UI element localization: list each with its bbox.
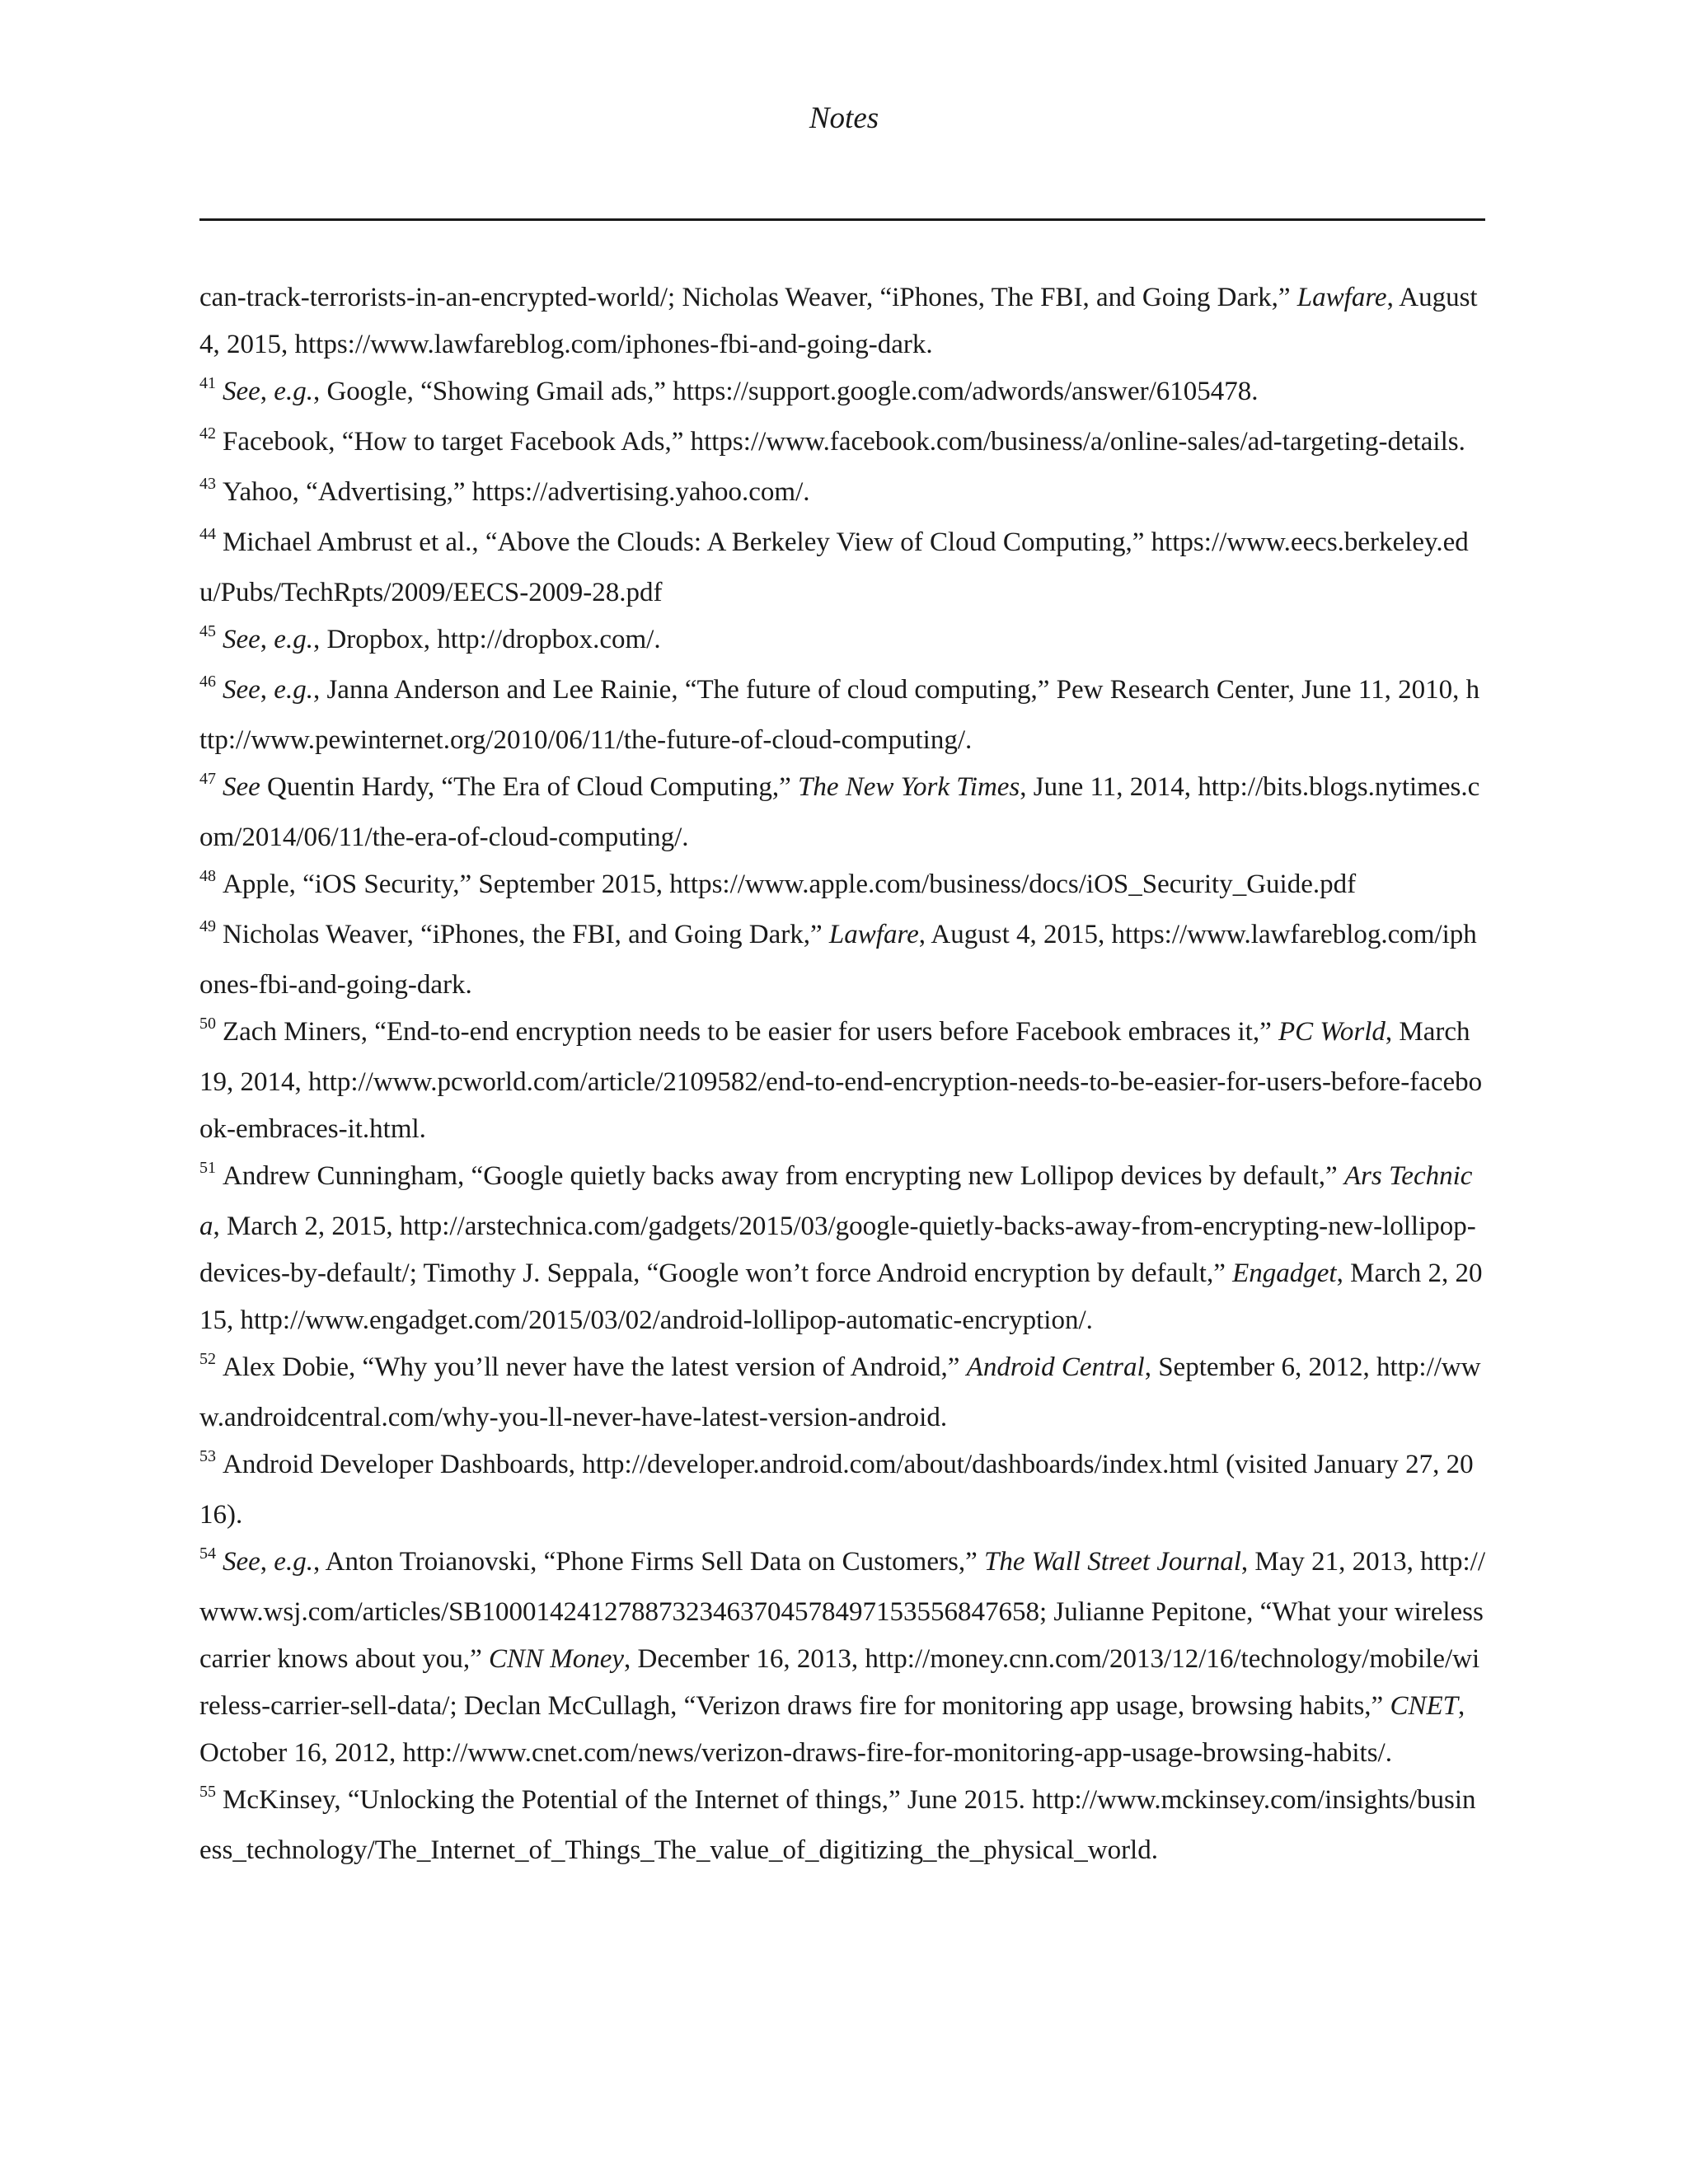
footnote-number: 52 — [199, 1350, 216, 1368]
footnote-text: , August 4, 2015, https://www.lawfareblog.com/iphones-fbi-and-going-dark. — [199, 283, 1478, 359]
note-49 — [199, 912, 1485, 1009]
footnote-number: 45 — [199, 622, 216, 640]
footnote-italic-text: e.g. — [274, 377, 313, 406]
footnote-text: , May 21, 2013, http://www.wsj.com/articles/SB10001424127887323463704578497153556847658; Julianne Pepitone, “What your wireless carrier knows about you,” — [199, 1547, 1486, 1674]
footnote-italic-text: Lawfare — [1296, 283, 1387, 312]
note-54 — [199, 1539, 1485, 1777]
note-51 — [199, 1153, 1485, 1344]
footnote-number: 44 — [199, 525, 216, 543]
footnote-text: Quentin Hardy, “The Era of Cloud Computing,” — [260, 772, 799, 802]
note-46 — [199, 667, 1485, 764]
footnote-text: Android Developer Dashboards, http://developer.android.com/about/dashboards/index.html (visited January 27, 2016). — [199, 1450, 1474, 1530]
footnote-text: Facebook, “How to target Facebook Ads,” https://www.facebook.com/business/a/online-sales/ad-targeting-details. — [223, 427, 1465, 457]
footnote-number: 41 — [199, 374, 216, 392]
footnote-text: , Anton Troianovski, “Phone Firms Sell Data on Customers,” — [312, 1547, 984, 1577]
footnote-text: , Google, “Showing Gmail ads,” https://support.google.com/adwords/answer/6105478. — [312, 377, 1259, 406]
footnote-text: Michael Ambrust et al., “Above the Clouds: A Berkeley View of Cloud Computing,” https://www.eecs.berkeley.edu/Pubs/TechRpts/2009/EECS-2009-28.pdf — [199, 527, 1469, 607]
footnote-text: Alex Dobie, “Why you’ll never have the latest version of Android,” — [223, 1352, 967, 1382]
footnote-italic-text: See — [223, 377, 260, 406]
page-header: Notes — [809, 101, 879, 135]
footnote-number: 55 — [199, 1783, 216, 1801]
footnote-text: McKinsey, “Unlocking the Potential of the Internet of things,” June 2015. http://www.mckinsey.com/insights/business_technology/The_Internet_of_Things_The_value_of_digitizing_the_physical_world. — [199, 1785, 1476, 1865]
footnote-text: , March 2, 2015, http://www.engadget.com/2015/03/02/android-lollipop-automatic-encryption/. — [199, 1258, 1483, 1335]
notes-list — [199, 274, 1485, 1874]
footnote-italic-text: Engadget — [1232, 1258, 1337, 1288]
footnote-text: Nicholas Weaver, “iPhones, the FBI, and Going Dark,” — [223, 920, 829, 949]
footnote-text: , September 6, 2012, http://www.androidcentral.com/why-you-ll-never-have-latest-version-android. — [199, 1352, 1481, 1432]
footnote-italic-text: Lawfare — [828, 920, 919, 949]
footnote-text: , — [260, 377, 274, 406]
footnote-number: 53 — [199, 1447, 216, 1465]
footnote-number: 42 — [199, 424, 216, 443]
footnote-italic-text: Ars Technica — [199, 1161, 1473, 1241]
footnote-italic-text: See — [223, 625, 260, 654]
footnote-italic-text: The Wall Street Journal — [983, 1547, 1241, 1577]
note-43 — [199, 469, 1485, 519]
footnote-text: , October 16, 2012, http://www.cnet.com/news/verizon-draws-fire-for-monitoring-app-usage-browsing-habits/. — [199, 1691, 1465, 1768]
footnote-number: 54 — [199, 1544, 216, 1563]
footnote-text: , Dropbox, http://dropbox.com/. — [312, 625, 661, 654]
footnote-italic-text: See — [223, 772, 260, 802]
footnote-text: Apple, “iOS Security,” September 2015, https://www.apple.com/business/docs/iOS_Security_Guide.pdf — [223, 869, 1357, 899]
footnote-number: 49 — [199, 917, 216, 935]
footnote-text: , August 4, 2015, https://www.lawfareblog.com/iphones-fbi-and-going-dark. — [199, 920, 1477, 1000]
note-44 — [199, 519, 1485, 616]
note-55 — [199, 1777, 1485, 1874]
footnote-text: can-track-terrorists-in-an-encrypted-world/; Nicholas Weaver, “iPhones, The FBI, and Going Dark,” — [199, 283, 1297, 312]
footnote-text: Yahoo, “Advertising,” https://advertising.yahoo.com/. — [223, 477, 810, 507]
footnote-text: , — [260, 1547, 274, 1577]
footnote-text: , June 11, 2014, http://bits.blogs.nytimes.com/2014/06/11/the-era-of-cloud-computing/. — [199, 772, 1480, 852]
footnote-italic-text: See — [223, 1547, 260, 1577]
footnote-text: Zach Miners, “End-to-end encryption needs to be easier for users before Facebook embraces it,” — [223, 1017, 1278, 1047]
footnote-number: 43 — [199, 475, 216, 493]
footnote-text: , March 19, 2014, http://www.pcworld.com/article/2109582/end-to-end-encryption-needs-to-be-easier-for-users-before-facebook-embraces-it.html. — [199, 1017, 1483, 1144]
footnote-italic-text: e.g. — [274, 1547, 313, 1577]
note-41 — [199, 368, 1485, 419]
footnote-text: , — [260, 675, 274, 705]
note-48 — [199, 861, 1485, 912]
footnote-italic-text: e.g. — [274, 675, 313, 705]
footnote-text: , March 2, 2015, http://arstechnica.com/gadgets/2015/03/google-quietly-backs-away-from-encrypting-new-lollipop-devices-by-default/; Timothy J. Seppala, “Google won’t force Android encryption by default,” — [199, 1212, 1476, 1288]
note-50 — [199, 1009, 1485, 1153]
footnote-number: 46 — [199, 673, 216, 691]
footnote-italic-text: Android Central — [966, 1352, 1145, 1382]
footnote-text: , Janna Anderson and Lee Rainie, “The future of cloud computing,” Pew Research Center, June 11, 2010, http://www.pewinternet.org/2010/06/11/the-future-of-cloud-computing/. — [199, 675, 1480, 755]
footnote-number: 48 — [199, 867, 216, 885]
footnote-text: , — [260, 625, 274, 654]
footnote-number: 50 — [199, 1015, 216, 1033]
footnote-italic-text: CNN Money — [488, 1644, 625, 1674]
note-45 — [199, 616, 1485, 667]
note-53 — [199, 1441, 1485, 1539]
note-continued — [199, 274, 1485, 368]
note-52 — [199, 1344, 1485, 1441]
note-42 — [199, 419, 1485, 469]
footnote-italic-text: The New York Times — [798, 772, 1020, 802]
header-divider — [199, 218, 1485, 221]
footnote-number: 51 — [199, 1159, 216, 1177]
footnote-text: , December 16, 2013, http://money.cnn.com/2013/12/16/technology/mobile/wireless-carrier-sell-data/; Declan McCullagh, “Verizon draws fire for monitoring app usage, browsing habits,” — [199, 1644, 1480, 1721]
footnote-text: Andrew Cunningham, “Google quietly backs away from encrypting new Lollipop devices by default,” — [223, 1161, 1344, 1191]
note-47 — [199, 764, 1485, 861]
footnote-italic-text: CNET — [1390, 1691, 1458, 1721]
footnote-number: 47 — [199, 770, 216, 788]
footnote-italic-text: PC World — [1278, 1017, 1386, 1047]
footnote-italic-text: See — [223, 675, 260, 705]
footnote-italic-text: e.g. — [274, 625, 313, 654]
